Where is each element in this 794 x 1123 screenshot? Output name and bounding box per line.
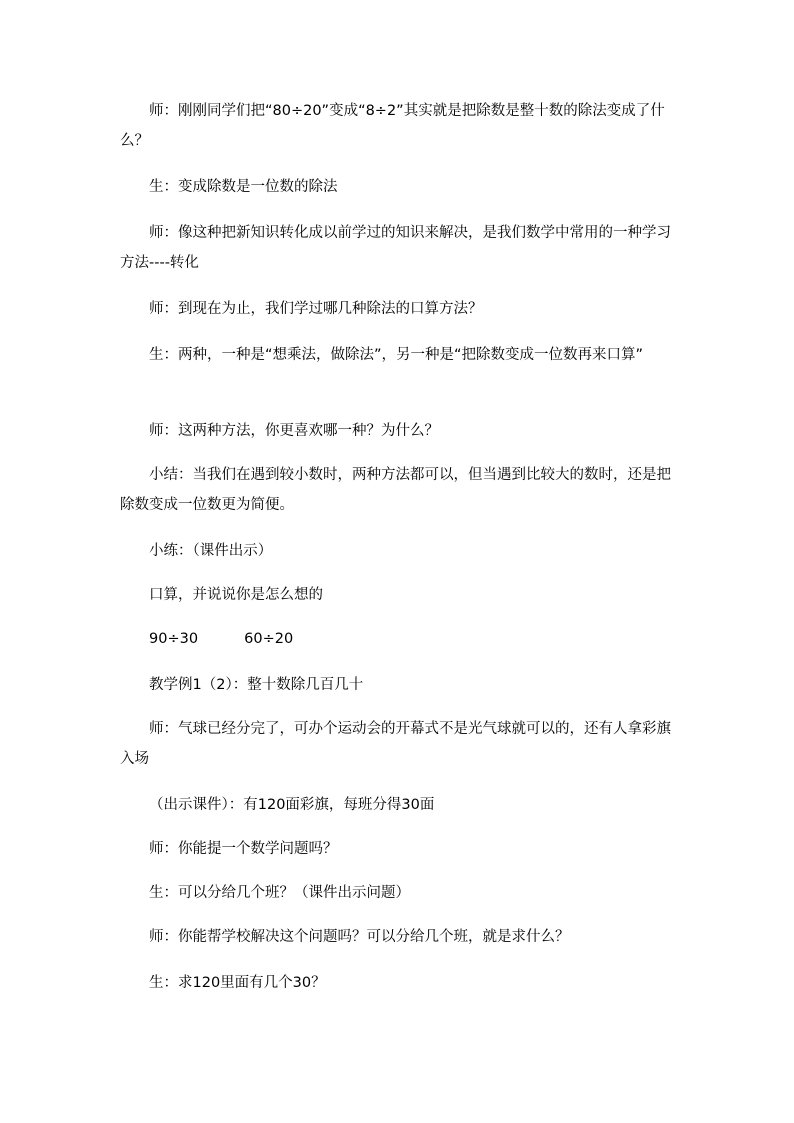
paragraph-student-how-many-classes: 生：可以分给几个班？（课件出示问题） — [149, 885, 410, 901]
paragraph-student-two-methods: 生：两种，一种是“想乘法，做除法”，另一种是“把除数变成一位数再来口算” — [149, 347, 644, 363]
paragraph-student-answer-one-digit: 生：变成除数是一位数的除法 — [149, 179, 338, 195]
paragraph-teacher-methods-question: 师：到现在为止，我们学过哪几种除法的口算方法？ — [149, 301, 483, 317]
paragraph-teacher-solve-question: 师：你能帮学校解决这个问题吗？可以分给几个班，就是求什么？ — [149, 929, 570, 945]
paragraph-practice-problems: 90÷30 60÷20 — [149, 631, 294, 647]
paragraph-teacher-conversion-question: 师：刚刚同学们把“80÷20”变成“8÷2”其实就是把除数是整十数的除法变成了什么？ — [120, 103, 665, 149]
paragraph-teacher-conversion-method: 师：像这种把新知识转化成以前学过的知识来解决，是我们数学中常用的一种学习方法----转化 — [120, 225, 671, 271]
paragraph-teacher-flags-intro: 师：气球已经分完了，可办个运动会的开幕式不是光气球就可以的，还有人拿彩旗入场 — [120, 721, 671, 767]
paragraph-courseware-flags: （出示课件）：有120面彩旗，每班分得30面 — [149, 797, 435, 813]
paragraph-practice-instruction: 口算，并说说你是怎么想的 — [149, 587, 323, 603]
paragraph-student-how-many-thirties: 生：求120里面有几个30？ — [149, 975, 326, 991]
paragraph-summary: 小结：当我们在遇到较小数时，两种方法都可以，但当遇到比较大的数时，还是把除数变成一位数更为简便。 — [120, 467, 671, 513]
paragraph-practice-heading: 小练：（课件出示） — [149, 543, 273, 559]
paragraph-teacher-preference-question: 师：这两种方法，你更喜欢哪一种？为什么？ — [149, 423, 439, 439]
paragraph-teacher-ask-question: 师：你能提一个数学问题吗？ — [149, 841, 338, 857]
paragraph-example-heading: 教学例1（2）：整十数除几百几十 — [149, 677, 364, 693]
